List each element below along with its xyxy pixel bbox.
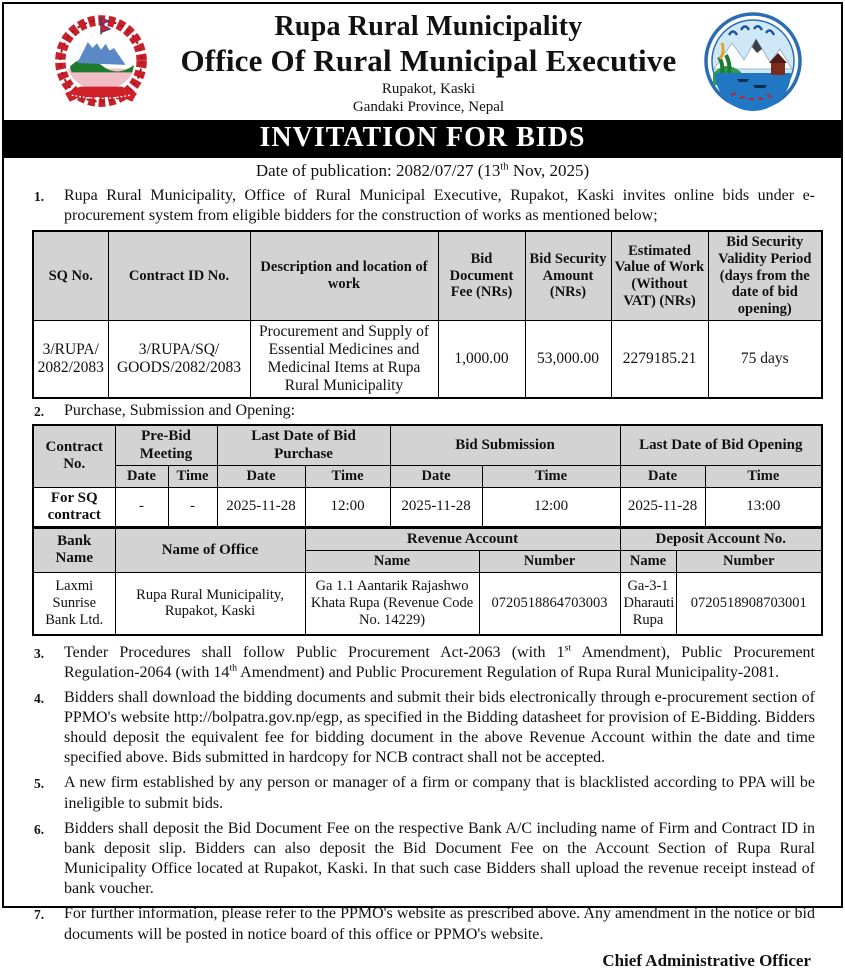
works-table-row — [33, 320, 822, 398]
publication-date-suffix: Nov, 2025) — [508, 161, 590, 180]
bank-table — [32, 527, 823, 636]
col-header-estimated-value: Estimated Value of Work (Without VAT) (NRs) — [611, 231, 708, 320]
rupa-municipality-logo-icon — [703, 10, 803, 117]
notice-item-2 — [4, 399, 841, 422]
col-header-date: Date — [390, 465, 482, 487]
col-header-sq-no: SQ No. — [33, 231, 108, 320]
cell-revenue-account-name: Ga 1.1 Aantarik Rajashwo Khata Rupa (Revenue Code No. 14229) — [305, 573, 479, 635]
item-number: 6. — [34, 821, 45, 837]
col-header-last-date-opening: Last Date of Bid Opening — [620, 425, 822, 465]
item-text-superscript: th — [229, 662, 238, 674]
notice-item-6 — [4, 816, 841, 902]
office-title: Office Of Rural Municipal Executive — [180, 43, 677, 79]
col-header-account-name: Name — [305, 551, 479, 573]
schedule-header-row-2 — [33, 465, 822, 487]
cell-opening-date: 2025-11-28 — [620, 487, 705, 527]
publication-date-prefix: Date of publication: 2082/07/27 (13 — [255, 161, 501, 180]
publication-date — [4, 158, 841, 183]
item-text: A new firm established by any person or manager of a firm or company that is blacklisted according to PPA will be ineligible to submit bids. — [64, 774, 815, 812]
col-header-bid-security-validity: Bid Security Validity Period (days from the date of bid opening) — [708, 231, 822, 320]
address-line2: Gandaki Province, Nepal — [352, 98, 505, 115]
item-text: Purchase, Submission and Opening: — [64, 402, 296, 420]
nepal-government-emblem-icon — [48, 10, 154, 119]
cell-revenue-account-number: 0720518864703003 — [479, 573, 620, 635]
notice-item-5 — [4, 770, 841, 815]
cell-prebid-time: - — [168, 487, 217, 527]
col-header-revenue-account: Revenue Account — [305, 528, 620, 551]
cell-contract-id: 3/RUPA/SQ/ GOODS/2082/2083 — [108, 320, 250, 398]
notice-item-7 — [4, 901, 841, 946]
municipality-title: Rupa Rural Municipality — [274, 11, 583, 42]
notice-item-4 — [4, 685, 841, 771]
schedule-table — [32, 424, 823, 528]
notice-item-3 — [4, 640, 841, 685]
cell-contract-name: For SQ contract — [33, 487, 115, 527]
header-titles — [154, 10, 703, 116]
cell-description: Procurement and Supply of Essential Medicines and Medicinal Items at Rupa Rural Municipality — [250, 320, 438, 398]
item-number: 5. — [34, 776, 45, 792]
cell-deposit-account-name: Ga-3-1 Dharauti Rupa — [620, 573, 676, 635]
col-header-date: Date — [115, 465, 168, 487]
col-header-time: Time — [482, 465, 620, 487]
col-header-deposit-account: Deposit Account No. — [620, 528, 822, 551]
col-header-contract-no: Contract No. — [33, 425, 115, 487]
document-header — [4, 4, 841, 120]
item-text-superscript: st — [564, 642, 572, 654]
col-header-date: Date — [620, 465, 705, 487]
cell-purchase-time: 12:00 — [305, 487, 390, 527]
cell-validity-period: 75 days — [708, 320, 822, 398]
col-header-time: Time — [305, 465, 390, 487]
col-header-name-of-office: Name of Office — [115, 528, 305, 573]
col-header-description: Description and location of work — [250, 231, 438, 320]
col-header-account-number: Number — [676, 551, 822, 573]
invitation-banner-title: INVITATION FOR BIDS — [4, 120, 841, 158]
bank-header-row-1 — [33, 528, 822, 551]
cell-submission-time: 12:00 — [482, 487, 620, 527]
cell-estimated-value: 2279185.21 — [611, 320, 708, 398]
item-text — [64, 643, 815, 683]
cell-bank-name: Laxmi Sunrise Bank Ltd. — [33, 573, 115, 635]
item-text: Bidders shall deposit the Bid Document Fee on the respective Bank A/C including name of Firm and Contract ID in bank deposit slip. Bidders can also deposit the Bid Document Fee on the Account Section of Rupa Rural Municipality Office located at Rupakot, Kaski. In that such case Bidders shall upload the revenue receipt instead of bank voucher. — [64, 819, 815, 898]
item-number: 3. — [34, 645, 45, 661]
item-text-segment: Tender Procedures shall follow Public Procurement Act-2063 (with 1 — [64, 643, 565, 661]
item-text-segment: Amendment) and Public Procurement Regulation of Rupa Rural Municipality-2081. — [237, 663, 780, 681]
works-table-header-row — [33, 231, 822, 320]
cell-bid-security-amount: 53,000.00 — [525, 320, 611, 398]
cell-sq-no: 3/RUPA/ 2082/2083 — [33, 320, 108, 398]
col-header-last-date-purchase: Last Date of Bid Purchase — [217, 425, 390, 465]
item-number: 4. — [34, 690, 45, 706]
cell-purchase-date: 2025-11-28 — [217, 487, 305, 527]
works-table — [32, 230, 823, 399]
item-number: 1. — [34, 189, 45, 204]
notice-item-1 — [4, 183, 841, 228]
publication-date-superscript: th — [500, 161, 509, 173]
item-number: 7. — [34, 907, 45, 923]
address-line1: Rupakot, Kaski — [381, 80, 476, 97]
item-text-segment: Amendment), Public Procurement Regulation-2064 (with 14 — [64, 643, 815, 681]
cell-deposit-account-number: 0720518908703001 — [676, 573, 822, 635]
col-header-account-name: Name — [620, 551, 676, 573]
schedule-header-row-1 — [33, 425, 822, 465]
bid-notice-page — [2, 2, 843, 970]
col-header-bid-security-amount: Bid Security Amount (NRs) — [525, 231, 611, 320]
bank-data-row — [33, 573, 822, 635]
col-header-bank-name: Bank Name — [33, 528, 115, 573]
col-header-contract-id: Contract ID No. — [108, 231, 250, 320]
col-header-bid-submission: Bid Submission — [390, 425, 620, 465]
col-header-date: Date — [217, 465, 305, 487]
cell-bid-document-fee: 1,000.00 — [438, 320, 525, 398]
cell-office-name: Rupa Rural Municipality, Rupakot, Kaski — [115, 573, 305, 635]
cell-prebid-date: - — [115, 487, 168, 527]
col-header-time: Time — [705, 465, 822, 487]
col-header-account-number: Number — [479, 551, 620, 573]
schedule-data-row — [33, 487, 822, 527]
signatory-title: Chief Administrative Officer — [602, 950, 811, 970]
col-header-time: Time — [168, 465, 217, 487]
item-text: Rupa Rural Municipality, Office of Rural Municipal Executive, Rupakot, Kaski invites online bids under e-procurement system from eligible bidders for the construction of works as mentioned below; — [64, 187, 815, 225]
item-text: Bidders shall download the bidding documents and submit their bids electronically through e-procurement section of PPMO's website http://bolpatra.gov.np/egp, as specified in the Bidding datasheet for provision of E-Bidding. Bidders should deposit the equivalent fee for bidding document in the above Revenue Account within the date and time specified above. Bids submitted in hardcopy for NCB contract shall not be accepted. — [64, 688, 815, 767]
item-text: For further information, please refer to the PPMO's website as prescribed above. Any amendment in the notice or bid documents will be posted in notice board of this office or PPMO's website. — [64, 905, 815, 943]
col-header-bid-document-fee: Bid Document Fee (NRs) — [438, 231, 525, 320]
cell-submission-date: 2025-11-28 — [390, 487, 482, 527]
cell-opening-time: 13:00 — [705, 487, 822, 527]
col-header-prebid-meeting: Pre-Bid Meeting — [115, 425, 217, 465]
item-number: 2. — [34, 404, 45, 420]
